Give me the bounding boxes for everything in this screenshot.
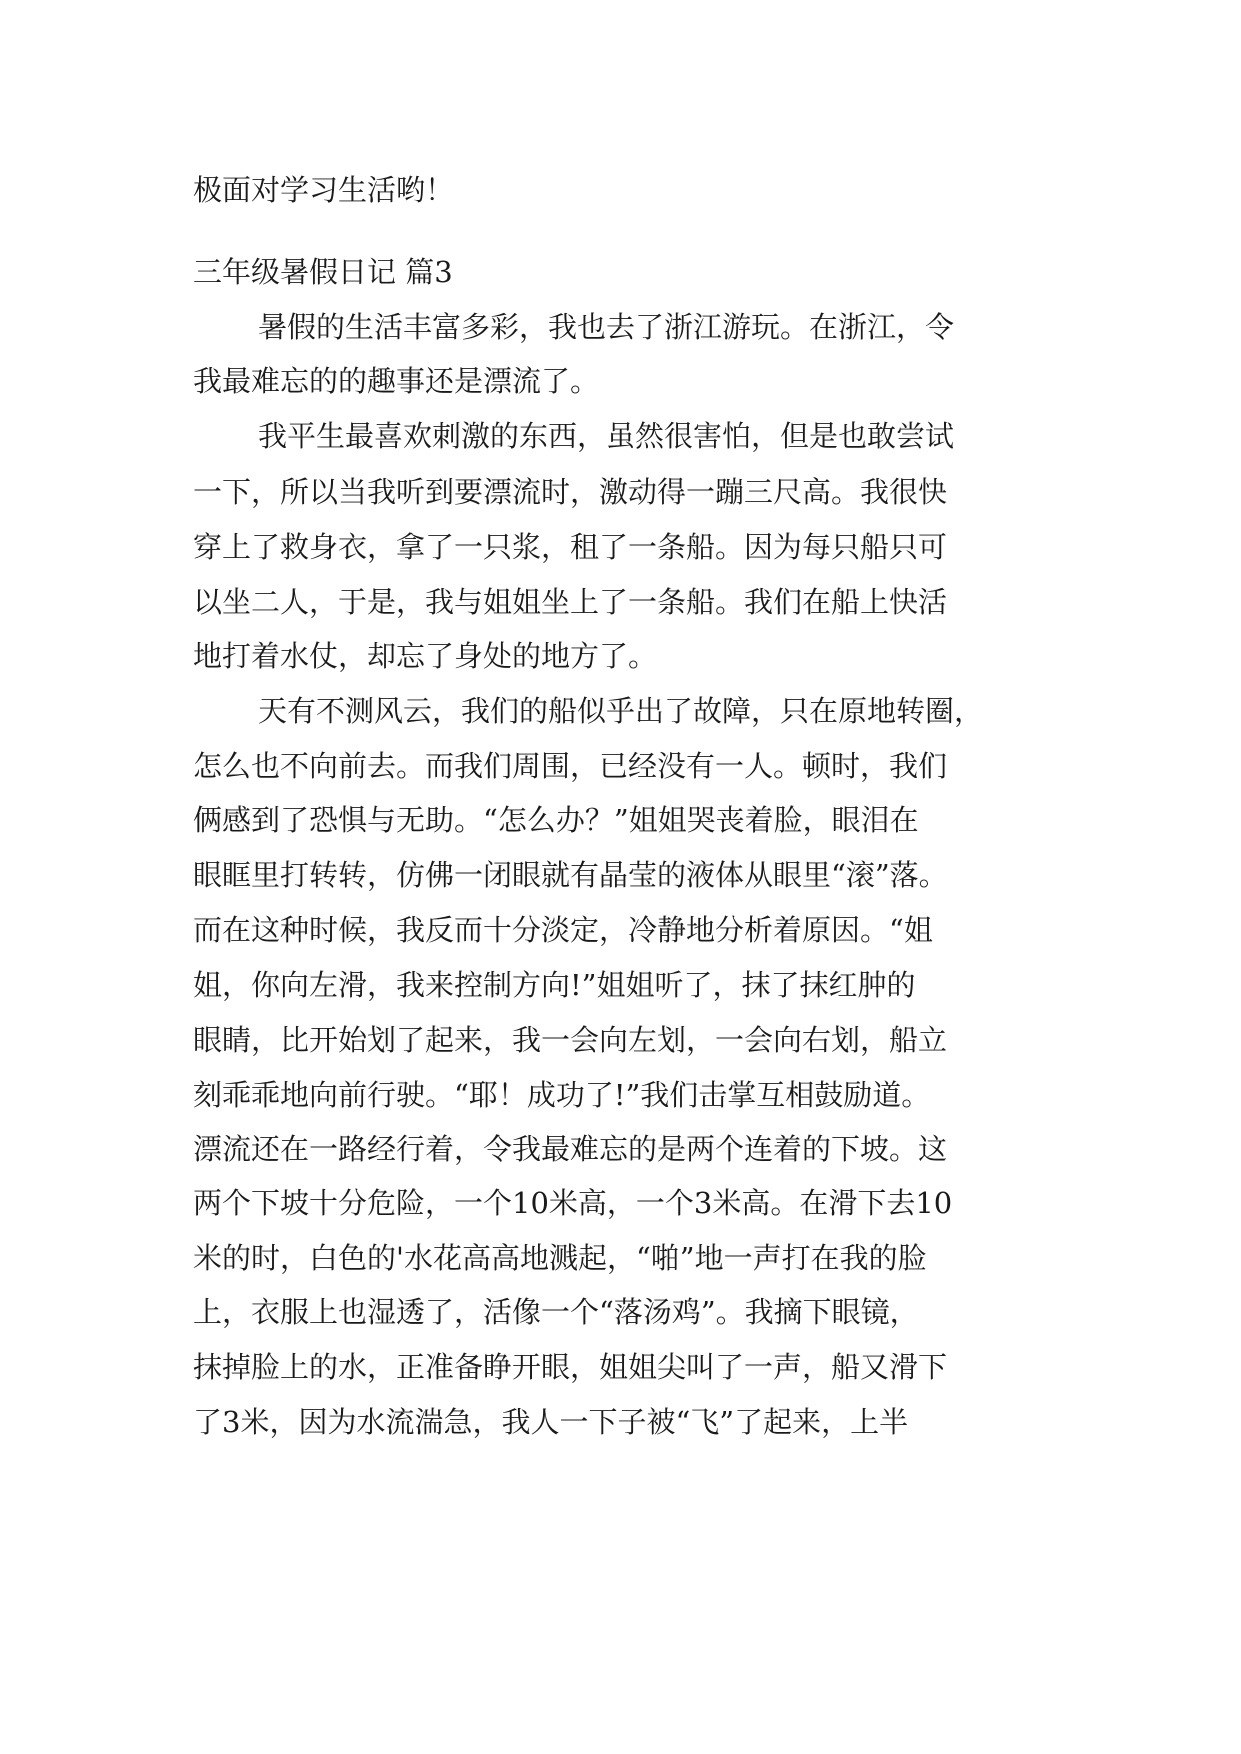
text-line: 刻乖乖地向前行驶。“耶！成功了!”我们击掌互相鼓励道。: [193, 1078, 931, 1112]
text-line: 俩感到了恐惧与无助。“怎么办？”姐姐哭丧着脸，眼泪在: [193, 803, 919, 837]
text-line: 漂流还在一路经行着，令我最难忘的是两个连着的下坡。这: [193, 1132, 948, 1166]
text-line: 上，衣服上也湿透了，活像一个“落汤鸡”。我摘下眼镜，: [193, 1295, 919, 1329]
text-line: 穿上了救身衣，拿了一只浆，租了一条船。因为每只船只可: [193, 530, 948, 564]
text-line: 眼睛，比开始划了起来，我一会向左划，一会向右划，船立: [193, 1023, 948, 1057]
text-line: 怎么也不向前去。而我们周围，已经没有一人。顿时，我们: [193, 749, 948, 783]
text-line: 而在这种时候，我反而十分淡定，冷静地分析着原因。“姐: [193, 913, 933, 947]
text-line: 天有不测风云，我们的船似乎出了故障，只在原地转圈，: [258, 694, 984, 728]
text-line: 我最难忘的的趣事还是漂流了。: [193, 364, 600, 398]
text-line: 暑假的生活丰富多彩，我也去了浙江游玩。在浙江，令: [258, 310, 955, 344]
text-line: 抹掉脸上的水，正准备睁开眼，姐姐尖叫了一声，船又滑下: [193, 1350, 948, 1384]
text-line: 眼眶里打转转，仿佛一闭眼就有晶莹的液体从眼里“滚”落。: [193, 858, 948, 892]
text-line: 极面对学习生活哟！: [193, 173, 455, 207]
text-line: 一下，所以当我听到要漂流时，激动得一蹦三尺高。我很快: [193, 475, 948, 509]
text-line: 以坐二人，于是，我与姐姐坐上了一条船。我们在船上快活: [193, 585, 948, 619]
text-line: 两个下坡十分危险，一个10米高，一个3米高。在滑下去10: [193, 1186, 953, 1220]
text-line: 米的时，白色的'水花高高地溅起，“啪”地一声打在我的脸: [193, 1241, 927, 1275]
section-heading: 三年级暑假日记 篇3: [193, 255, 453, 289]
text-line: 姐，你向左滑，我来控制方向!”姐姐听了，抹了抹红肿的: [193, 968, 916, 1002]
text-line: 地打着水仗，却忘了身处的地方了。: [193, 639, 658, 673]
text-line: 了3米，因为水流湍急，我人一下子被“飞”了起来，上半: [193, 1405, 909, 1439]
text-line: 我平生最喜欢刺激的东西，虽然很害怕，但是也敢尝试: [258, 419, 955, 453]
